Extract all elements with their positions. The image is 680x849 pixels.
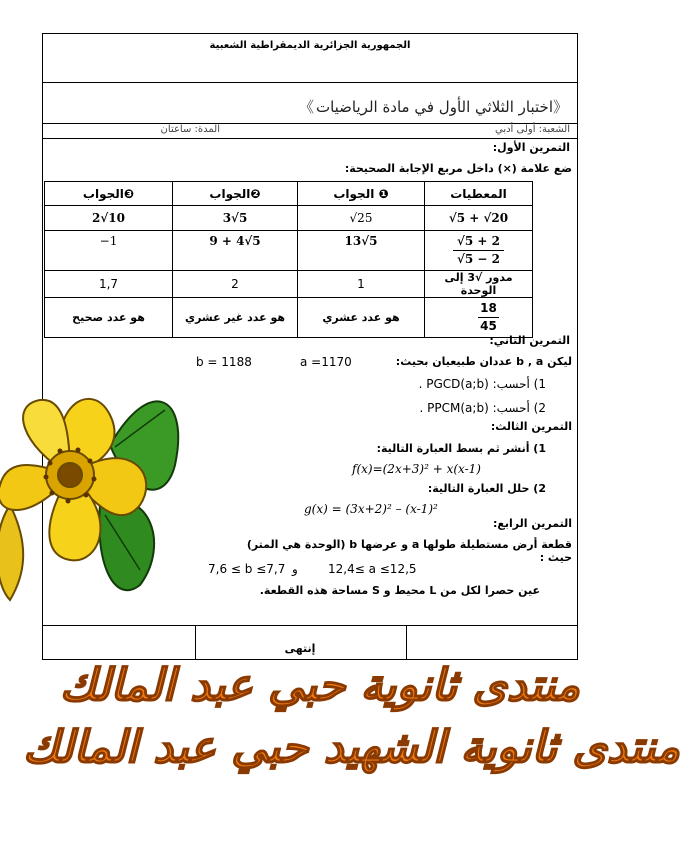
r4-answer-3: هو عدد صحيح — [45, 298, 173, 338]
r3-answer-2: 2 — [173, 271, 298, 298]
ex2-b-value: b = 1188 — [196, 355, 252, 369]
duration-label: المدة: ساعتان — [160, 124, 220, 135]
r3-answer-3: 1,7 — [45, 271, 173, 298]
r2-given — [425, 231, 533, 271]
exam-title: 《اختبار الثلاثي الأول في مادة الرياضيات》 — [298, 98, 570, 116]
r3-given: مدور √3 إلى الوحدة — [425, 271, 533, 298]
republic-title: الجمهورية الجزائرية الديمقراطية الشعبية — [209, 40, 411, 51]
ex2-intro: ليكن b , a عددان طبيعيان بحيث: — [395, 355, 572, 368]
ex4-question: عين حصرا لكل من L محيط و S مساحة هذه القطعة. — [259, 584, 540, 597]
r1-answer-3: 2√10 — [45, 206, 173, 231]
ex1-table — [44, 181, 533, 338]
ex2-q1: 1) أحسب: PGCD(a;b) . — [418, 377, 546, 391]
r4-given-numerator: 18 — [478, 300, 499, 318]
ex4-ineq-b: 7,6 ≤ b ≤7,7 — [208, 562, 286, 576]
r2-answer-2: 9 + 4√5 — [173, 231, 298, 271]
divider — [42, 138, 578, 139]
r3-answer-1: 1 — [298, 271, 425, 298]
forum-banner-2-text: منتدى ثانوية الشهيد حبي عبد المالك — [23, 722, 680, 773]
ex4-and: و — [292, 562, 298, 576]
r2-given-denominator: √5 − 2 — [457, 252, 500, 266]
r1-answer-2: 3√5 — [173, 206, 298, 231]
forum-banner-2 — [0, 722, 680, 773]
r1-answer-1: √25 — [298, 206, 425, 231]
r4-answer-1: هو عدد عشري — [298, 298, 425, 338]
header-answer-1: الجواب ❶ — [298, 182, 425, 206]
ex3-fx: f(x)=(2x+3)² + x(x-1) — [352, 462, 481, 476]
ex2-title: التمرين الثاني: — [489, 334, 570, 347]
ex3-q1: 1) أنشر ثم بسط العبارة التالية: — [376, 442, 546, 455]
ex2-q2: 2) أحسب: PPCM(a;b) . — [419, 401, 546, 415]
r4-answer-2: هو عدد غير عشري — [173, 298, 298, 338]
r2-answer-3: −1 — [45, 231, 173, 271]
ex4-statement: قطعة أرض مستطيلة طولها a و عرضها b (الوحدة هي المتر) حيث : — [246, 538, 572, 564]
divider — [42, 625, 578, 626]
r1-given: √5 + √20 — [425, 206, 533, 231]
divider — [42, 82, 578, 83]
ex2-a-value: a =1170 — [300, 355, 352, 369]
end-label: إنتهى — [284, 642, 316, 655]
footer-divider — [195, 625, 196, 660]
ex1-title: التمرين الأول: — [492, 141, 570, 154]
branch-label: الشعبة: أولى أدبي — [494, 124, 570, 135]
ex3-q2: 2) حلل العبارة التالية: — [427, 482, 546, 495]
r2-answer-1: 13√5 — [298, 231, 425, 271]
header-given: المعطيات — [425, 182, 533, 206]
flower-illustration — [0, 355, 185, 605]
ex4-title: التمرين الرابع: — [492, 517, 572, 530]
r4-given — [425, 298, 533, 338]
header-answer-3: الجواب❸ — [45, 182, 173, 206]
forum-banner-1: منتدى ثانوية حبي عبد المالك — [59, 660, 580, 711]
header-answer-2: الجواب❷ — [173, 182, 298, 206]
footer-divider — [406, 625, 407, 660]
ex3-title: التمرين الثالث: — [490, 420, 572, 433]
ex4-ineq-a: 12,4≤ a ≤12,5 — [328, 562, 417, 576]
r4-given-denominator: 45 — [480, 319, 497, 333]
r2-given-numerator: √5 + 2 — [453, 233, 504, 251]
ex3-gx: g(x) = (3x+2)² – (x-1)² — [304, 502, 438, 516]
ex1-instruction: ضع علامة (×) داخل مربع الإجابة الصحيحة: — [344, 162, 572, 175]
